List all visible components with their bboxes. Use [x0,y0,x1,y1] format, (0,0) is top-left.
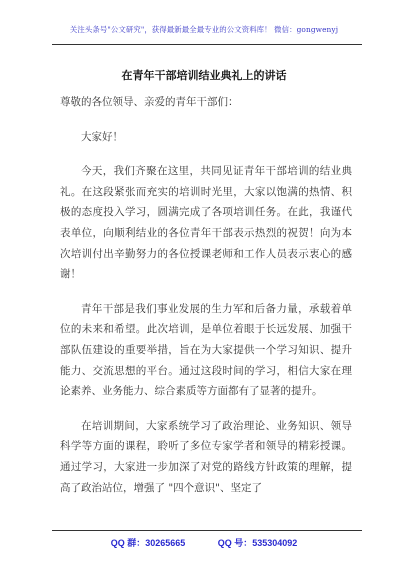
body-paragraph-1: 今天，我们齐聚在这里，共同见证青年干部培训的结业典礼。在这段紧张而充实的培训时光里，大家以饱满的热情、积极的态度投入学习，圆满完成了各项培训任务。在此，我谨代表单位，向顺利结业的各位青年干部表示热烈的祝贺！向为本次培训付出辛勤努力的各位授课老师和工作人员表示衷心的感谢！ [60,165,352,281]
footer-qq-number: QQ 号：535304092 [217,538,298,548]
footer-divider [52,530,362,531]
body-paragraph-3: 在培训期间，大家系统学习了政治理论、业务知识、领导科学等方面的课程，聆听了多位专家学者和领导的精彩授课。通过学习，大家进一步加深了对党的路线方针政策的理解，提高了政治站位，增强了 "四个意识"、坚定了 [60,419,352,494]
header-divider [52,44,362,45]
document-title: 在青年干部培训结业典礼上的讲话 [121,69,287,82]
body-paragraph-2: 青年干部是我们事业发展的生力军和后备力量，承载着单位的未来和希望。此次培训，是单位着眼于长远发展、加强干部队伍建设的重要举措，旨在为大家提供一个学习知识、提升能力、交流思想的平台。通过这段时间的学习，相信大家在理论素养、业务能力、综合素质等方面都有了显著的提升。 [60,302,352,398]
footer-contact [0,536,408,549]
document-body [60,92,352,512]
salutation: 尊敬的各位领导、亲爱的青年干部们： [60,96,239,108]
footer-qq-group: QQ 群：30265665 [110,538,186,548]
greeting: 大家好！ [81,130,123,143]
header-promo-note: 关注头条号"公文研究"，获得最新最全最专业的公文资料库！ 微信：gongwenyj [69,25,339,34]
